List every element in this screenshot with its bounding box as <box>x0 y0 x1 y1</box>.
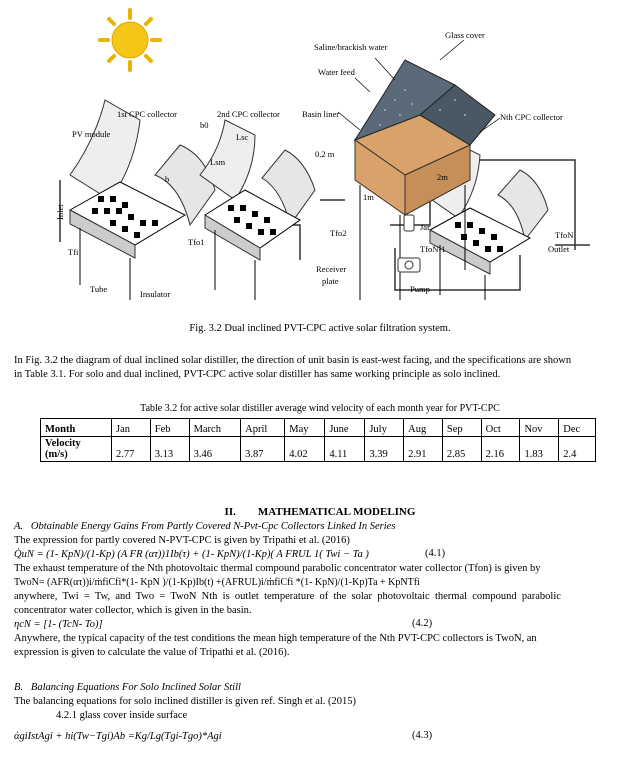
table-cell-velocity: 4.11 <box>325 437 365 462</box>
pvt-cpc-diagram <box>0 0 640 322</box>
table-row-velocity <box>41 437 596 462</box>
label-pump: Pump <box>410 284 430 294</box>
figure-caption: Fig. 3.2 Dual inclined PVT-CPC active solar filtration system. <box>189 323 451 334</box>
label-basin-liner: Basin liner <box>302 109 340 119</box>
text-a5: Anywhere, the typical capacity of the test conditions the mean high temperature of the Nth PVT-CPC collectors is TwoN, an <box>14 633 537 644</box>
label-outlet: Outlet <box>548 244 570 254</box>
label-lsc: Lsc <box>236 132 249 142</box>
label-pv-module: PV module <box>72 129 111 139</box>
label-tfo2: Tfo2 <box>330 228 347 238</box>
equation-4-1-number: (4.1) <box>425 548 446 559</box>
label-height: 0.2 m <box>315 149 335 159</box>
sun-icon <box>100 10 160 70</box>
paragraph-1 <box>14 354 630 381</box>
table-caption: Table 3.2 for active solar distiller average wind velocity of each month year for PVT-CPC <box>140 403 500 414</box>
table-cell-velocity: 2.91 <box>404 437 443 462</box>
text-b1: The balancing equations for solo inclined distiller is given ref. Singh et al. (2015) <box>14 696 357 707</box>
label-tfo1: Tfo1 <box>188 237 205 247</box>
table-cell-velocity: 3.39 <box>365 437 404 462</box>
table-cell-velocity: 3.87 <box>241 437 285 462</box>
pump-icon <box>398 258 420 272</box>
equation-4-1: Q̇uN = (1- KpN)/(1-Kp) (A FR (ατ))1Ib(τ) + (1- KpN)/(1-Kp)( A FRUL 1( Twi − Ta ) <box>14 549 369 560</box>
label-cpcN: Nth CPC collector <box>500 112 563 122</box>
table-cell-velocity: 2.77 <box>112 437 151 462</box>
table-cell-month: Jan <box>112 419 151 437</box>
label-tfoN1: TfoN-1 <box>420 244 446 254</box>
subsection-b-heading: B. Balancing Equations For Solo Inclined Solar Still <box>14 682 241 693</box>
label-jar: Jar <box>420 222 430 232</box>
table-cell-month: May <box>285 419 325 437</box>
label-water-feed: Water feed <box>318 67 355 77</box>
label-inlet: Inlet <box>55 204 65 220</box>
equation-two: TwoN= (AFR(ατ))i/ṁfiCfi*(1- KpN )/(1-Kp)Ib(t) +(AFRUL)i/ṁfiCfi *(1- KpN)/(1-Kp)Ta + KpNTfi <box>14 577 420 588</box>
table-cell-month: July <box>365 419 404 437</box>
label-2m: 2m <box>437 172 448 182</box>
text-a2: The exhaust temperature of the Nth photovoltaic thermal compound parabolic concentrator water collector (Tfon) is given by <box>14 563 541 574</box>
table-cell-velocity: 3.13 <box>150 437 189 462</box>
velocity-label: Velocity <box>45 438 81 449</box>
table-cell-month: Dec <box>559 419 596 437</box>
table-cell-month: Oct <box>481 419 520 437</box>
text-a4: concentrator water collector, which is given in the basin. <box>14 605 252 616</box>
wind-velocity-table <box>40 418 596 462</box>
label-saline-water: Saline/brackish water <box>314 42 388 52</box>
label-insulator: Insulator <box>140 289 171 299</box>
text-a6: expression is given to calculate the value of Tripathi et al. (2016). <box>14 647 290 658</box>
table-row-month <box>41 419 596 437</box>
table-cell-velocity: 2.4 <box>559 437 596 462</box>
table-cell-velocity: 2.16 <box>481 437 520 462</box>
paragraph-1-line-1: In Fig. 3.2 the diagram of dual inclined solar distiller, the direction of unit basin is east-west facing, and the specifications are shown <box>14 355 572 366</box>
label-cpc2: 2nd CPC collector <box>217 109 280 119</box>
label-receiver-plate-2: plate <box>322 276 339 286</box>
section-heading: II. MATHEMATICAL MODELING <box>224 506 416 518</box>
label-receiver-plate-1: Receiver <box>316 264 347 274</box>
table-cell-velocity: 1.83 <box>520 437 559 462</box>
text-a3: anywhere, Twi = Tw, and Two = TwoN Nth is outlet temperature of the solar photovoltaic thermal compound parabolic <box>14 591 561 602</box>
equation-4-2: ηcN = [1- (TcN- To)] <box>14 619 103 630</box>
label-tube: Tube <box>90 284 108 294</box>
table-cell-month: Aug <box>404 419 443 437</box>
label-lsm: Lsm <box>210 157 226 167</box>
table-cell-velocity: 2.85 <box>442 437 481 462</box>
label-tfi: Tfi <box>68 247 79 257</box>
text-a1: The expression for partly covered N-PVT-CPC is given by Tripathi et al. (2016) <box>14 535 350 546</box>
text-b2: 4.2.1 glass cover inside surface <box>56 710 188 721</box>
table-cell-month: March <box>189 419 241 437</box>
table-cell-velocity: 4.02 <box>285 437 325 462</box>
paragraph-1-line-2: in Table 3.1. For solo and dual inclined, PVT-CPC active solar distiller has same working principle as solo inclined. <box>14 368 501 380</box>
equation-4-2-number: (4.2) <box>412 618 433 629</box>
table-header-velocity <box>41 437 112 462</box>
equation-4-3: ἀgiIstAgi + hi(Tw−Tgi)Ab =Kg/Lg(Tgi-Tgo)*Agi <box>14 731 222 742</box>
label-cpc1: 1st CPC collector <box>117 109 177 119</box>
label-1m: 1m <box>363 192 374 202</box>
table-cell-month: April <box>241 419 285 437</box>
label-tfoN: TfoN <box>555 230 574 240</box>
table-cell-velocity: 3.46 <box>189 437 241 462</box>
label-b0: b0 <box>200 120 209 130</box>
label-glass-cover: Glass cover <box>445 30 485 40</box>
jar-icon <box>404 215 414 231</box>
table-cell-month: June <box>325 419 365 437</box>
velocity-unit: (m/s) <box>45 449 68 460</box>
table-cell-month: Sep <box>442 419 481 437</box>
table-header-month: Month <box>41 419 112 437</box>
table-cell-month: Nov <box>520 419 559 437</box>
figure-3-2 <box>0 0 640 322</box>
table-cell-month: Feb <box>150 419 189 437</box>
subsection-a-heading: A. Obtainable Energy Gains From Partly Covered N-Pvt-Cpc Collectors Linked In Series <box>14 521 396 532</box>
cpc-collector-2 <box>200 120 315 300</box>
equation-4-3-number: (4.3) <box>412 730 433 741</box>
label-b: b <box>165 174 170 184</box>
